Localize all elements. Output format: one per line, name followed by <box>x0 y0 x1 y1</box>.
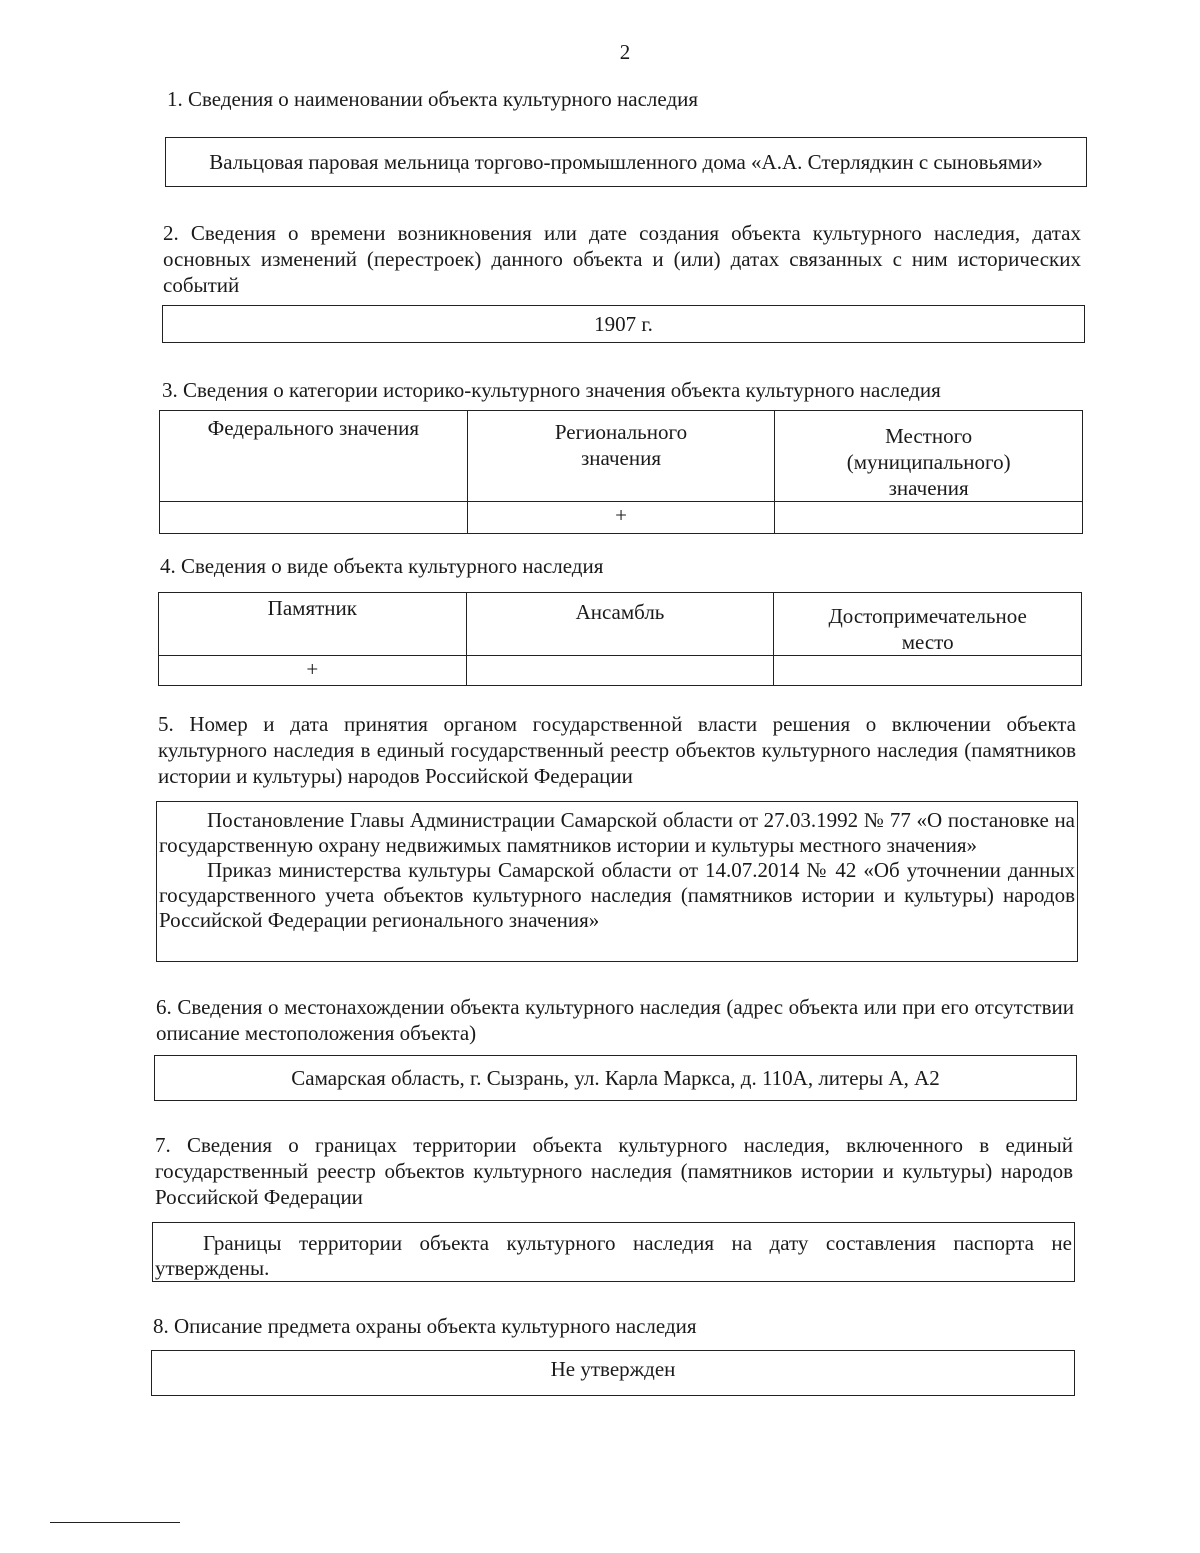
section-5-heading: 5. Номер и дата принятия органом государственной власти решения о включении объекта культурного наследия в единый государственный реестр объектов культурного наследия (памятников истории и культуры) народов Российской Федерации <box>158 712 1076 788</box>
category-table <box>159 410 1083 534</box>
category-federal-mark <box>160 502 468 534</box>
section-4-heading: 4. Сведения о виде объекта культурного наследия <box>160 554 604 578</box>
object-name: Вальцовая паровая мельница торгово-промышленного дома «А.А. Стерлядкин с сыновьями» <box>209 149 1043 174</box>
section-3-heading: 3. Сведения о категории историко-культурного значения объекта культурного наследия <box>162 378 941 402</box>
category-local-header: Местного (муниципального) значения <box>775 411 1083 502</box>
category-table-header-row <box>160 411 1083 502</box>
category-federal-header: Федерального значения <box>160 411 468 502</box>
category-regional-header: Регионального значения <box>467 411 775 502</box>
type-ensemble-mark <box>466 656 774 686</box>
section-8-heading: 8. Описание предмета охраны объекта культурного наследия <box>153 1314 697 1338</box>
type-monument-mark: + <box>159 656 467 686</box>
section-8-value-box <box>151 1350 1075 1396</box>
section-5-value-box <box>156 801 1078 962</box>
type-table-mark-row <box>159 656 1082 686</box>
section-1-value-box <box>165 137 1087 187</box>
category-local-mark <box>775 502 1083 534</box>
type-ensemble-header: Ансамбль <box>466 593 774 656</box>
section-6-heading: 6. Сведения о местонахождении объекта культурного наследия (адрес объекта или при его отсутствии описание местоположения объекта) <box>156 995 1074 1045</box>
section-7-heading: 7. Сведения о границах территории объекта культурного наследия, включенного в единый государственный реестр объектов культурного наследия (памятников истории и культуры) народов Российской Федерации <box>155 1133 1073 1209</box>
section-1-heading: 1. Сведения о наименовании объекта культурного наследия <box>167 87 699 111</box>
order-2014: Приказ министерства культуры Самарской области от 14.07.2014 № 42 «Об уточнении данных государственного учета объектов культурного наследия (памятников истории и культуры) народов Российской Федерации регионального значения» <box>159 858 1075 932</box>
creation-date: 1907 г. <box>594 311 653 336</box>
type-landmark-header: Достопримечательное место <box>774 593 1082 656</box>
category-table-mark-row <box>160 502 1083 534</box>
protection-subject: Не утвержден <box>550 1357 676 1381</box>
section-2-value-box <box>162 305 1085 343</box>
type-monument-header: Памятник <box>159 593 467 656</box>
page-number: 2 <box>619 40 631 64</box>
section-6-value-box <box>154 1055 1077 1101</box>
footnote-rule <box>50 1522 180 1523</box>
type-table <box>158 592 1082 686</box>
object-address: Самарская область, г. Сызрань, ул. Карла Маркса, д. 110А, литеры А, А2 <box>291 1065 940 1090</box>
type-landmark-mark <box>774 656 1082 686</box>
category-regional-mark: + <box>467 502 775 534</box>
section-7-value-box <box>152 1222 1075 1282</box>
decree-1992: Постановление Главы Администрации Самарской области от 27.03.1992 № 77 «О постановке на государственную охрану недвижимых памятников истории и культуры местного значения» <box>159 808 1075 857</box>
territory-boundaries: Границы территории объекта культурного наследия на дату составления паспорта не утверждены. <box>155 1231 1072 1280</box>
type-table-header-row <box>159 593 1082 656</box>
section-2-heading: 2. Сведения о времени возникновения или дате создания объекта культурного наследия, датах основных изменений (перестроек) данного объекта и (или) датах связанных с ним исторических событий <box>163 221 1081 297</box>
